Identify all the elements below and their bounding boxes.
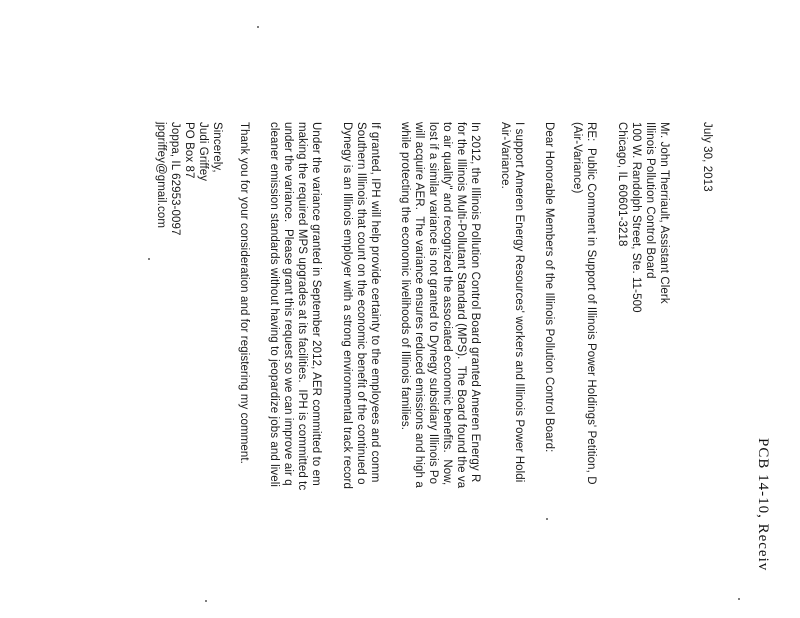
- paragraph-line: making the required MPS upgrades at its facilities. IPH is committed tc: [296, 122, 308, 491]
- paragraph-line: lost if a similar variance is not granted to Dynegy subsidiary Illinois Po: [427, 122, 439, 485]
- recipient-line: Illinois Pollution Control Board: [644, 122, 656, 279]
- signature-line: Joppa, IL 62953-0097: [169, 122, 181, 236]
- paragraph-line: to air quality" and recognized the associated economic benefits. Now,: [441, 122, 453, 486]
- closing: Sincerely,: [211, 122, 223, 173]
- recipient-line: Chicago, IL 60601-3218: [616, 122, 628, 247]
- paragraph-line: cleaner emission standards without having to jeopardize jobs and liveli: [268, 122, 280, 488]
- signature-line: jpgriffey@gmail.com: [155, 122, 167, 229]
- salutation: Dear Honorable Members of the Illinois Pollution Control Board:: [543, 122, 555, 453]
- scan-speck: [257, 26, 259, 28]
- scan-speck: [546, 518, 548, 520]
- paragraph-line: under the variance. Please grant this request so we can improve air q: [282, 122, 294, 486]
- recipient-line: 100 W. Randolph Street, Ste. 11-500: [630, 122, 642, 313]
- paragraph-line: for the Illinois Multi-Pollutant Standard (MPS). The Board found the va: [455, 122, 467, 489]
- paragraph-5: Thank you for your consideration and for registering my comment.: [238, 122, 250, 464]
- signature-line: Judi Griffey: [197, 122, 209, 182]
- paragraph-line: Under the variance granted in September 2012, AER committed to em: [310, 122, 322, 486]
- scan-speck: [205, 600, 207, 602]
- subject-line: (Air-Variance): [571, 122, 583, 194]
- paragraph-line: will acquire AER. The variance ensures reduced emissions and high a: [413, 122, 425, 488]
- scan-speck: [148, 258, 150, 260]
- letter-date: July 30, 2013: [701, 122, 713, 192]
- paragraph-line: Southern Illinois that count on the economic benefit of the continued o: [355, 122, 367, 485]
- paragraph-line: Air-Variance.: [499, 122, 511, 189]
- paragraph-line: If granted, IPH will help provide certainty to the employees and comm: [369, 122, 381, 483]
- paragraph-line: I support Ameren Energy Resources' workers and Illinois Power Holdi: [513, 122, 525, 483]
- subject-line: RE: Public Comment in Support of Illinois Power Holdings' Petition, D: [585, 122, 597, 485]
- recipient-line: Mr. John Therriault, Assistant Clerk: [658, 122, 670, 304]
- paragraph-line: Dynegy is an Illinois employer with a strong environmental track record: [341, 122, 353, 489]
- document-header: PCB 14-10, Receiv: [755, 438, 771, 572]
- paragraph-line: In 2012, the Illinois Pollution Control Board granted Ameren Energy R: [469, 122, 481, 483]
- scan-speck: [738, 598, 740, 600]
- signature-line: PO Box 87: [183, 122, 195, 179]
- paragraph-line: while protecting the economic livelihoods of Illinois families.: [399, 122, 411, 431]
